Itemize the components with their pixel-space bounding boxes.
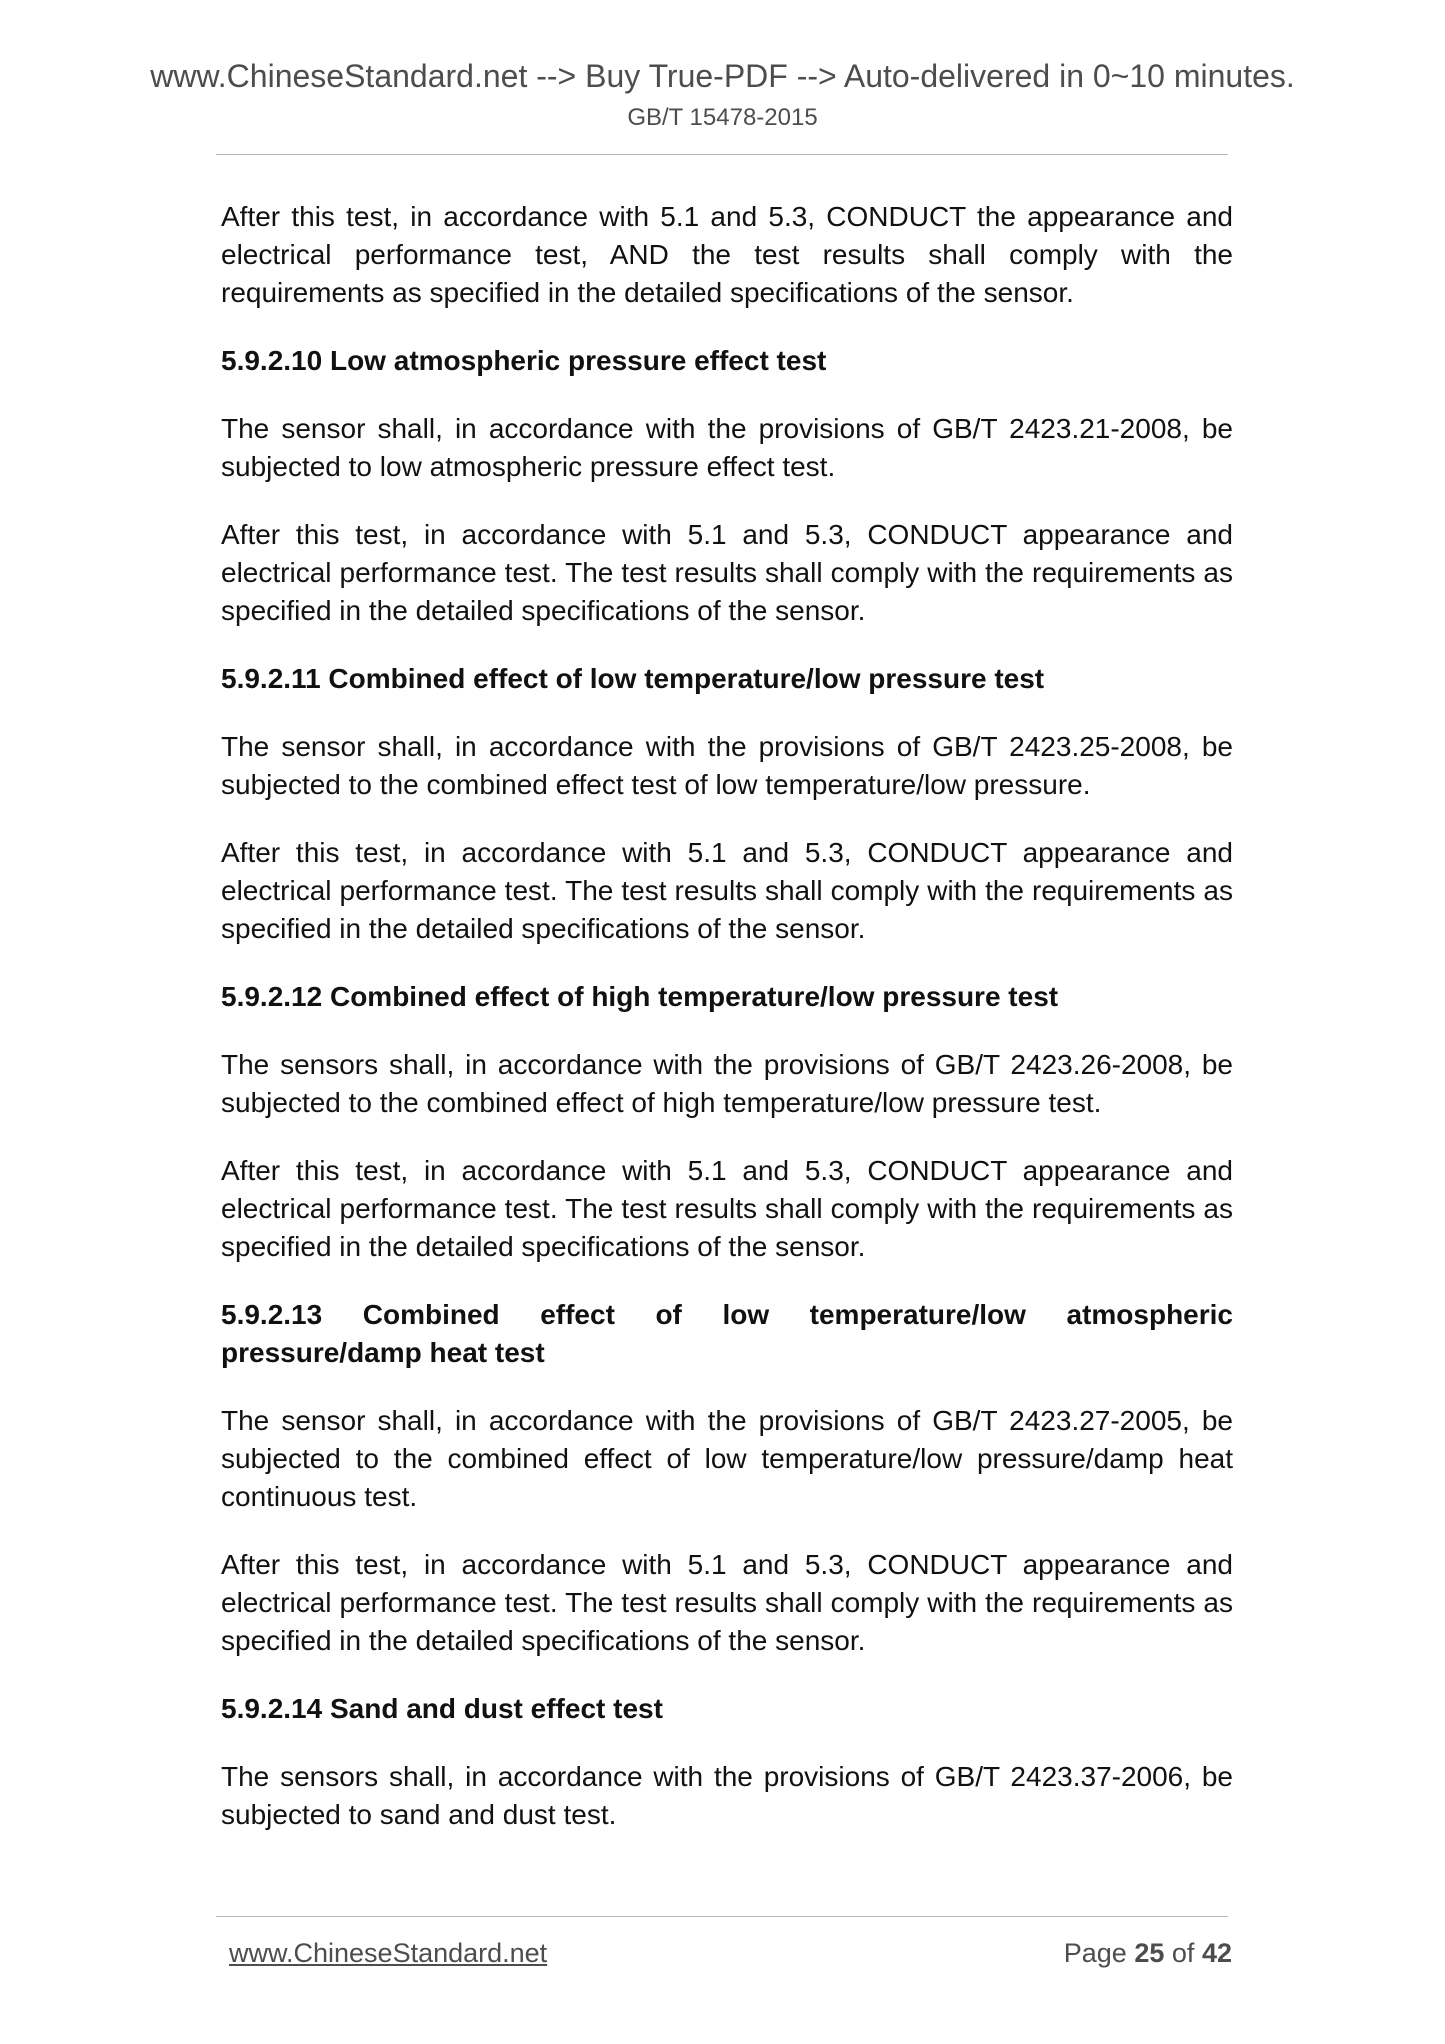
standard-number: GB/T 15478-2015	[627, 104, 818, 131]
paragraph: After this test, in accordance with 5.1 and 5.3, CONDUCT appearance and electrical performance test. The test results shall comply with the requirements as specified in the detailed specifications of the sensor.	[221, 1155, 1233, 1262]
section-heading-5-9-2-12: 5.9.2.12 Combined effect of high temperature/low pressure test	[221, 981, 1059, 1012]
page-word: Page	[1063, 1938, 1127, 1968]
section-heading-5-9-2-11: 5.9.2.11 Combined effect of low temperature/low pressure test	[221, 663, 1045, 694]
section-heading-5-9-2-10: 5.9.2.10 Low atmospheric pressure effect test	[221, 345, 827, 376]
paragraph: After this test, in accordance with 5.1 and 5.3, CONDUCT appearance and electrical performance test. The test results shall comply with the requirements as specified in the detailed specifications of the sensor.	[221, 837, 1233, 944]
page-indicator	[1064, 1938, 1232, 1969]
page-current: 25	[1134, 1938, 1165, 1968]
document-body	[221, 198, 1233, 1864]
paragraph: The sensors shall, in accordance with the provisions of GB/T 2423.37-2006, be subjected to sand and dust test.	[221, 1761, 1233, 1830]
page-of: of	[1171, 1938, 1195, 1968]
paragraph: After this test, in accordance with 5.1 and 5.3, CONDUCT the appearance and electrical performance test, AND the test results shall comply with the requirements as specified in the detailed specifications of the sensor.	[221, 201, 1233, 308]
paragraph: The sensors shall, in accordance with the provisions of GB/T 2423.26-2008, be subjected to the combined effect of high temperature/low pressure test.	[221, 1049, 1233, 1118]
section-heading-5-9-2-14: 5.9.2.14 Sand and dust effect test	[221, 1693, 663, 1724]
paragraph: The sensor shall, in accordance with the provisions of GB/T 2423.21-2008, be subjected to low atmospheric pressure effect test.	[221, 413, 1233, 482]
paragraph: The sensor shall, in accordance with the provisions of GB/T 2423.27-2005, be subjected to the combined effect of low temperature/low pressure/damp heat continuous test.	[221, 1405, 1233, 1512]
section-heading-5-9-2-13: 5.9.2.13 Combined effect of low temperature/low atmospheric pressure/damp heat test	[221, 1299, 1233, 1368]
page-total: 42	[1201, 1938, 1232, 1968]
paragraph: The sensor shall, in accordance with the provisions of GB/T 2423.25-2008, be subjected to the combined effect test of low temperature/low pressure.	[221, 731, 1233, 800]
footer-site-link[interactable]: www.ChineseStandard.net	[229, 1938, 548, 1968]
footer-divider	[216, 1916, 1228, 1917]
header-divider	[216, 154, 1228, 155]
header-banner: www.ChineseStandard.net --> Buy True-PDF --> Auto-delivered in 0~10 minutes.	[150, 58, 1295, 94]
paragraph: After this test, in accordance with 5.1 and 5.3, CONDUCT appearance and electrical performance test. The test results shall comply with the requirements as specified in the detailed specifications of the sensor.	[221, 1549, 1233, 1656]
paragraph: After this test, in accordance with 5.1 and 5.3, CONDUCT appearance and electrical performance test. The test results shall comply with the requirements as specified in the detailed specifications of the sensor.	[221, 519, 1233, 626]
